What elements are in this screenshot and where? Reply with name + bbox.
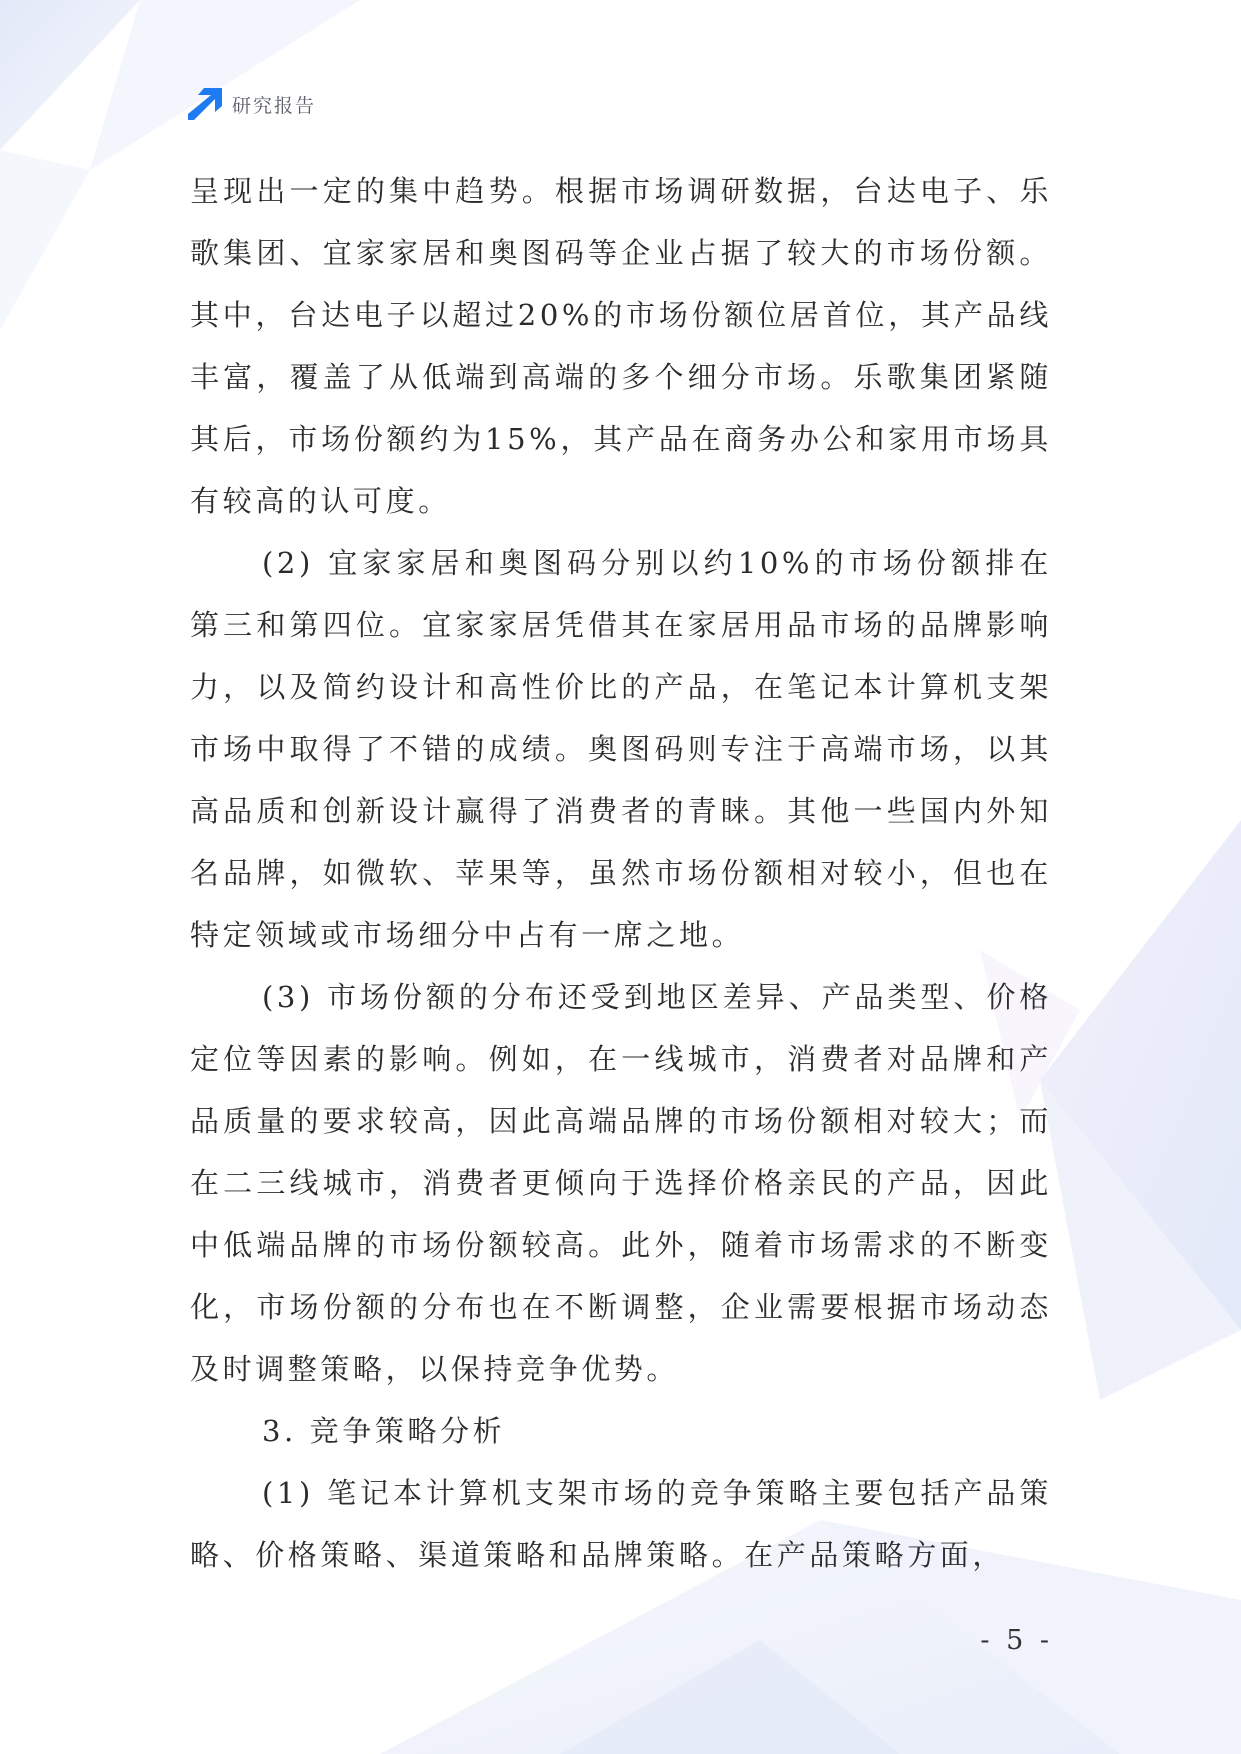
paragraph: (3) 市场份额的分布还受到地区差异、产品类型、价格定位等因素的影响。例如，在一线城市，消费者对品牌和产品质量的要求较高，因此高端品牌的市场份额相对较大；而在二三线城市，消费者更倾向于选择价格亲民的产品，因此中低端品牌的市场份额较高。此外，随着市场需求的不断变化，市场份额的分布也在不断调整，企业需要根据市场动态及时调整策略，以保持竞争优势。 xyxy=(190,980,1052,1386)
paragraph: 呈现出一定的集中趋势。根据市场调研数据，台达电子、乐歌集团、宜家家居和奥图码等企业占据了较大的市场份额。其中，台达电子以超过20%的市场份额位居首位，其产品线丰富，覆盖了从低端到高端的多个细分市场。乐歌集团紧随其后，市场份额约为15%，其产品在商务办公和家用市场具有较高的认可度。 xyxy=(190,174,1052,518)
document-body xyxy=(190,160,1052,1586)
paragraph: (2) 宜家家居和奥图码分别以约10%的市场份额排在第三和第四位。宜家家居凭借其在家居用品市场的品牌影响力，以及简约设计和高性价比的产品，在笔记本计算机支架市场中取得了不错的成绩。奥图码则专注于高端市场，以其高品质和创新设计赢得了消费者的青睐。其他一些国内外知名品牌，如微软、苹果等，虽然市场份额相对较小，但也在特定领域或市场细分中占有一席之地。 xyxy=(190,546,1052,952)
header-title: 研究报告 xyxy=(232,94,317,117)
page-number: - 5 - xyxy=(980,1625,1053,1656)
report-header xyxy=(188,88,316,120)
paragraph: (1) 笔记本计算机支架市场的竞争策略主要包括产品策略、价格策略、渠道策略和品牌策略。在产品策略方面， xyxy=(190,1476,1052,1572)
arrow-up-right-icon xyxy=(188,88,222,120)
section-heading: 3. 竞争策略分析 xyxy=(262,1414,506,1448)
